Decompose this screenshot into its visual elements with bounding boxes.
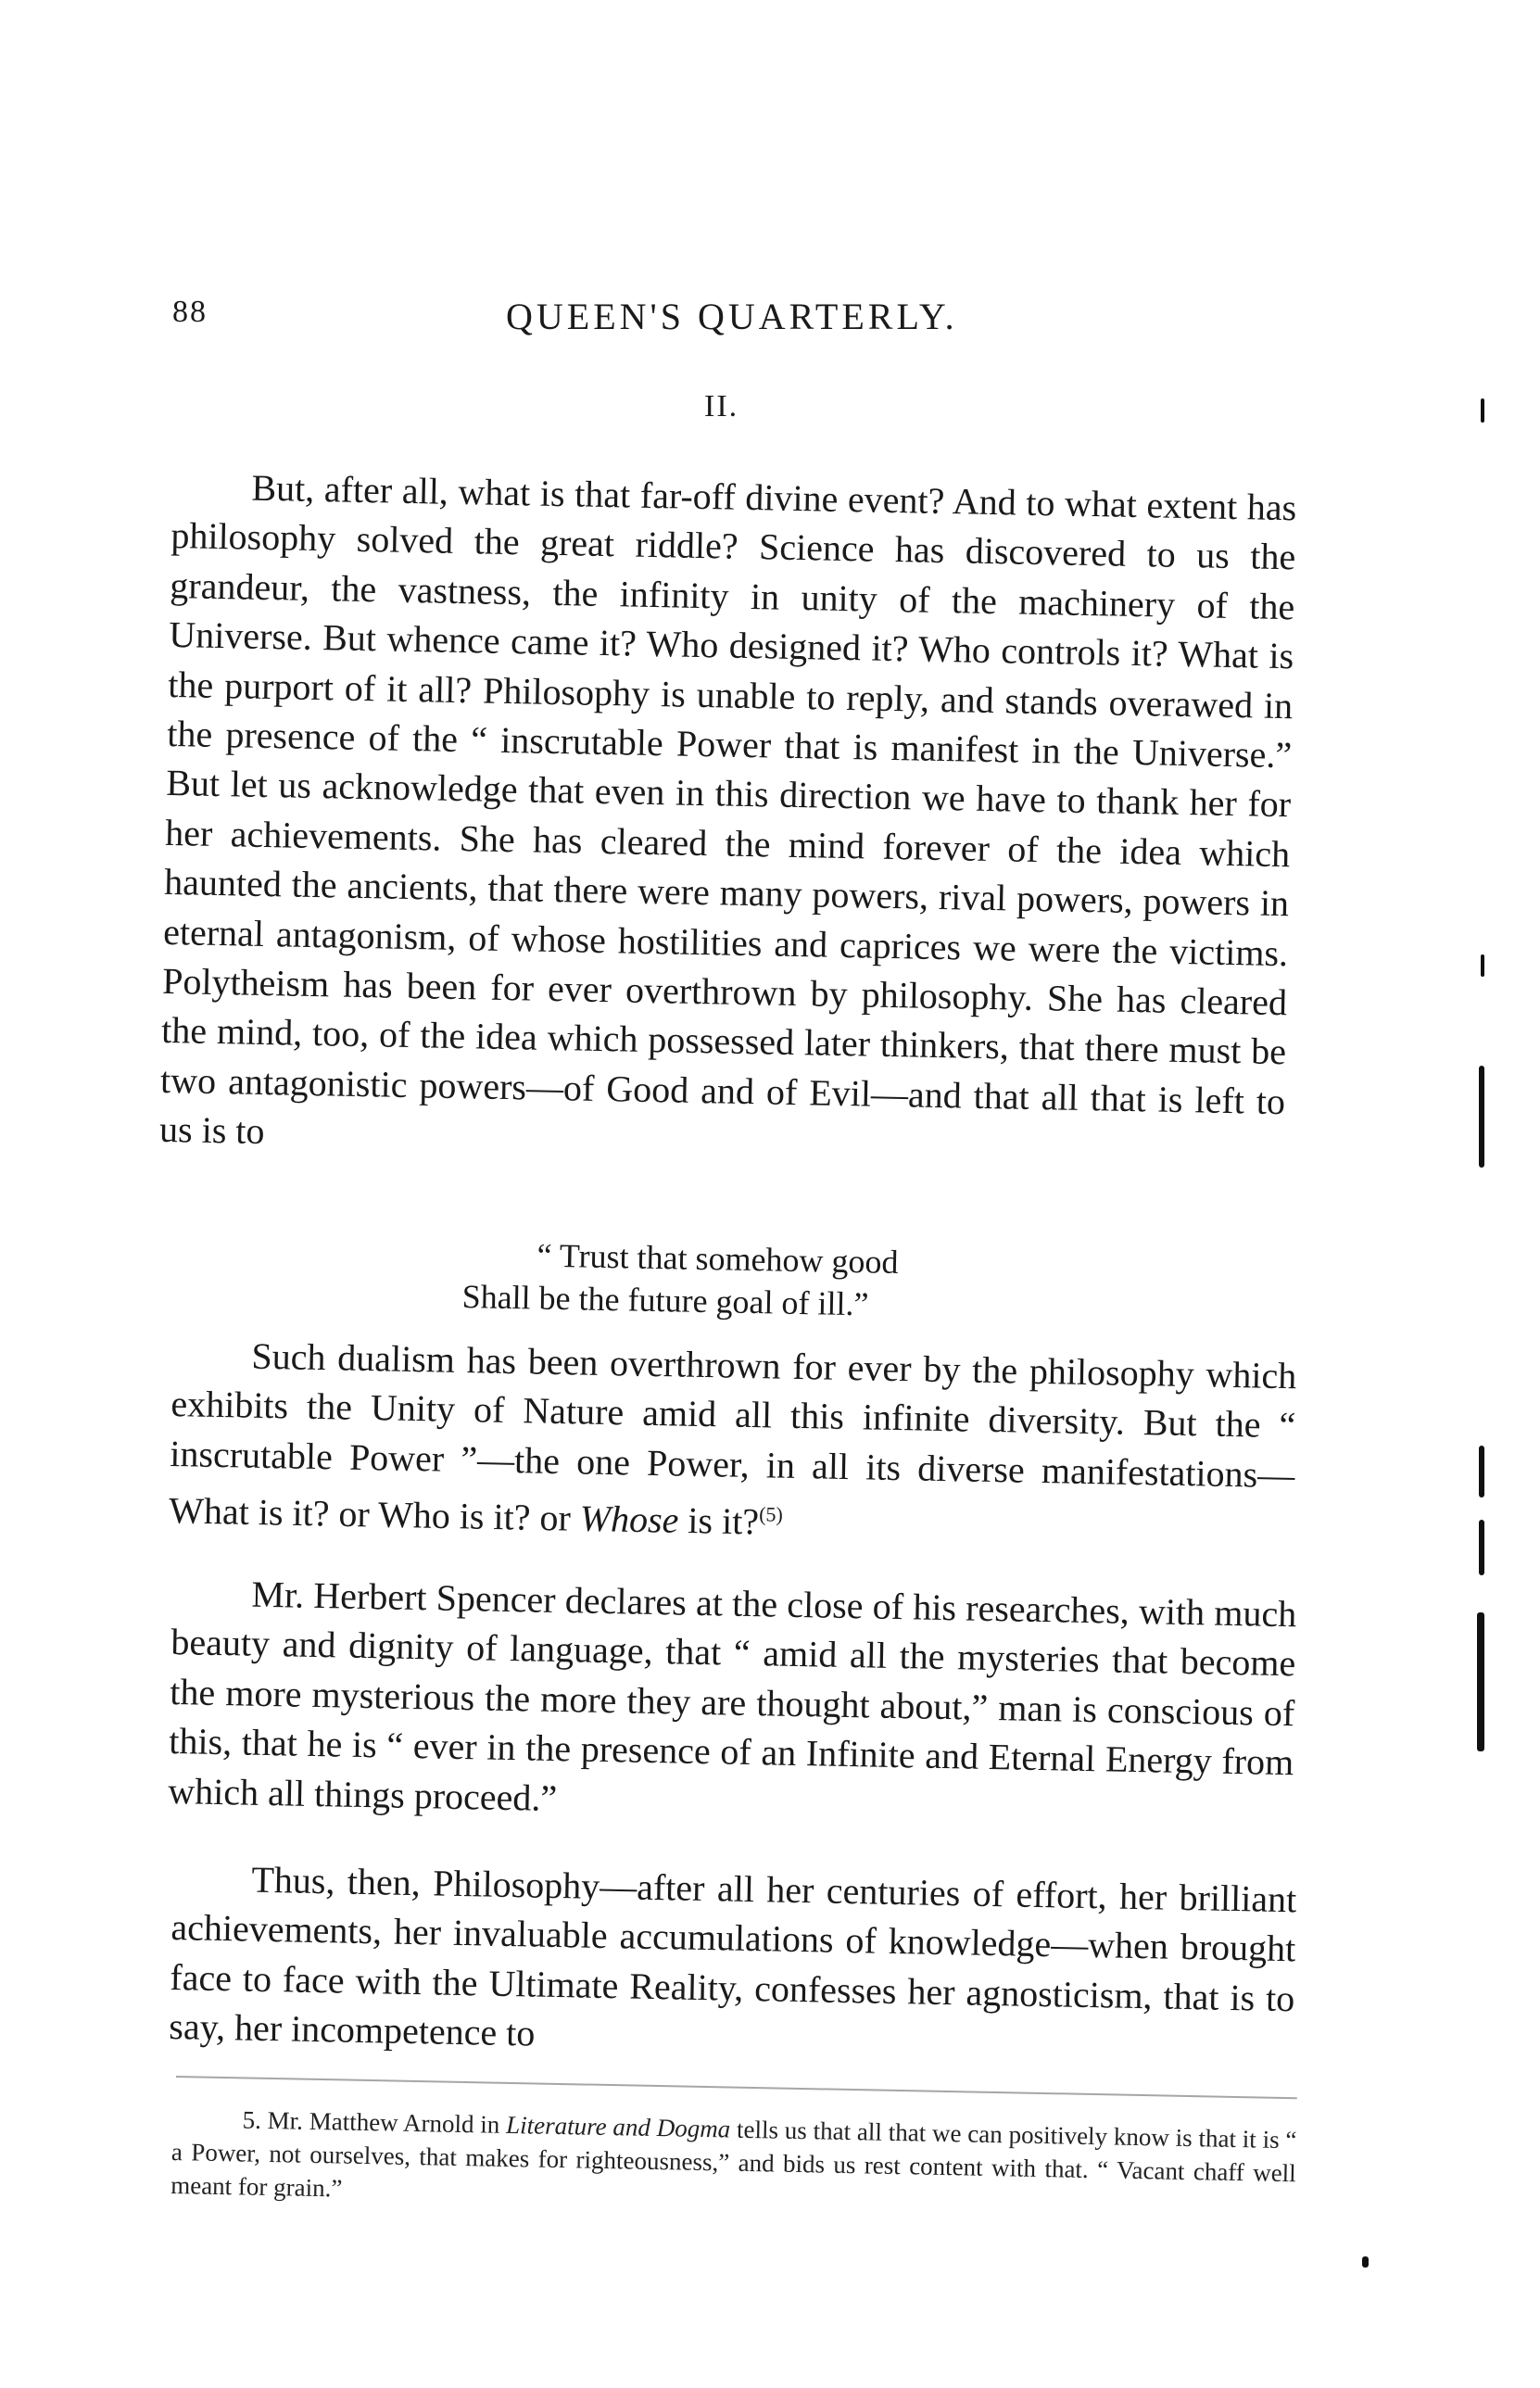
paragraph-main-text: Such dualism has been overthrown for ever by the philosophy which exhibits the Unity of Nature amid all this infinite diversity. But the “ inscrutable Power ”—the one Power, in all its diverse manifestations—What is it? or Who is it? or [168, 1334, 1297, 1540]
paragraph-end-text: is it? [677, 1499, 760, 1543]
paragraph-text: Mr. Herbert Spencer declares at the close of his researches, with much beauty and dignity of language, that “ amid all the mysteries that become the more mysterious the more they are thought about,” man is conscious of this, that he is “ ever in the presence of an Infinite and Eternal Energy from which all things proceed.” [167, 1573, 1297, 1819]
italic-word: Whose [579, 1497, 679, 1542]
margin-scan-mark [1481, 954, 1484, 977]
paragraph-text: But, after all, what is that far-off divine event? And to what extent has philosophy solved the great riddle? Science has discovered to us the grandeur, the vastness, the infinity in unity of the machinery of the Universe. But whence came it? Who designed it? Who controls it? What is the purport of it all? Philosophy is unable to reply, and stands overawed in the presence of the “ inscrutable Power that is manifest in the Universe.” But let us acknowledge that even in this direction we have to thank her for her achievements. She has cleared the mind forever of the idea which haunted the ancients, that there were many powers, rival powers, powers in eternal antagonism, of whose hostilities and caprices we were the victims. Polytheism has been for ever overthrown by philosophy. She has cleared the mind, too, of the idea which possessed later thinkers, that there must be two antagonistic powers—of Good and of Evil—and that all that is left to us is to [158, 466, 1297, 1153]
body-paragraph-1 [159, 461, 1297, 1176]
quoted-verse [461, 1232, 1112, 1330]
margin-scan-mark [1477, 1612, 1484, 1751]
margin-scan-mark [1481, 398, 1484, 423]
verse-line-2: Shall be the future goal of ill.” [461, 1277, 869, 1323]
journal-title: QUEEN'S QUARTERLY. [506, 296, 958, 337]
body-paragraph-3 [168, 1568, 1297, 1837]
verse-line-1: “ Trust that somehow good [536, 1236, 899, 1282]
paragraph-text [169, 1330, 1297, 1557]
running-head [172, 295, 1312, 350]
page-number: 88 [172, 295, 208, 329]
margin-scan-mark [1479, 1066, 1484, 1168]
footnote-reference: (5) [758, 1502, 784, 1526]
footnote-text [170, 2102, 1297, 2223]
margin-scan-mark [1362, 2256, 1369, 2268]
margin-scan-mark [1479, 1446, 1484, 1497]
footnote-divider [176, 2076, 1297, 2099]
body-paragraph-4 [169, 1853, 1297, 2073]
margin-scan-mark [1479, 1520, 1484, 1575]
paragraph-text: Thus, then, Philosophy—after all her centuries of effort, her brilliant achievements, her invaluable accumulations of knowledge—when brought face to face with the Ultimate Reality, confesses her agnosticism, that is to say, her incompetence to [168, 1858, 1297, 2054]
footnote-marker: 5. [242, 2105, 262, 2134]
footnote-text-end: tells us that all that we can positively know is that it is “ a Power, not ourselves, that makes for righteousness,” and bids us rest content with that. “ Vacant chaff well meant for grain.” [170, 2115, 1297, 2203]
footnote-work-title: Literature and Dogma [505, 2110, 731, 2143]
footnote-text-start: Mr. Matthew Arnold in [260, 2105, 507, 2139]
section-numeral: II. [704, 389, 739, 423]
body-paragraph-2 [169, 1330, 1297, 1557]
footnote [170, 2102, 1297, 2223]
